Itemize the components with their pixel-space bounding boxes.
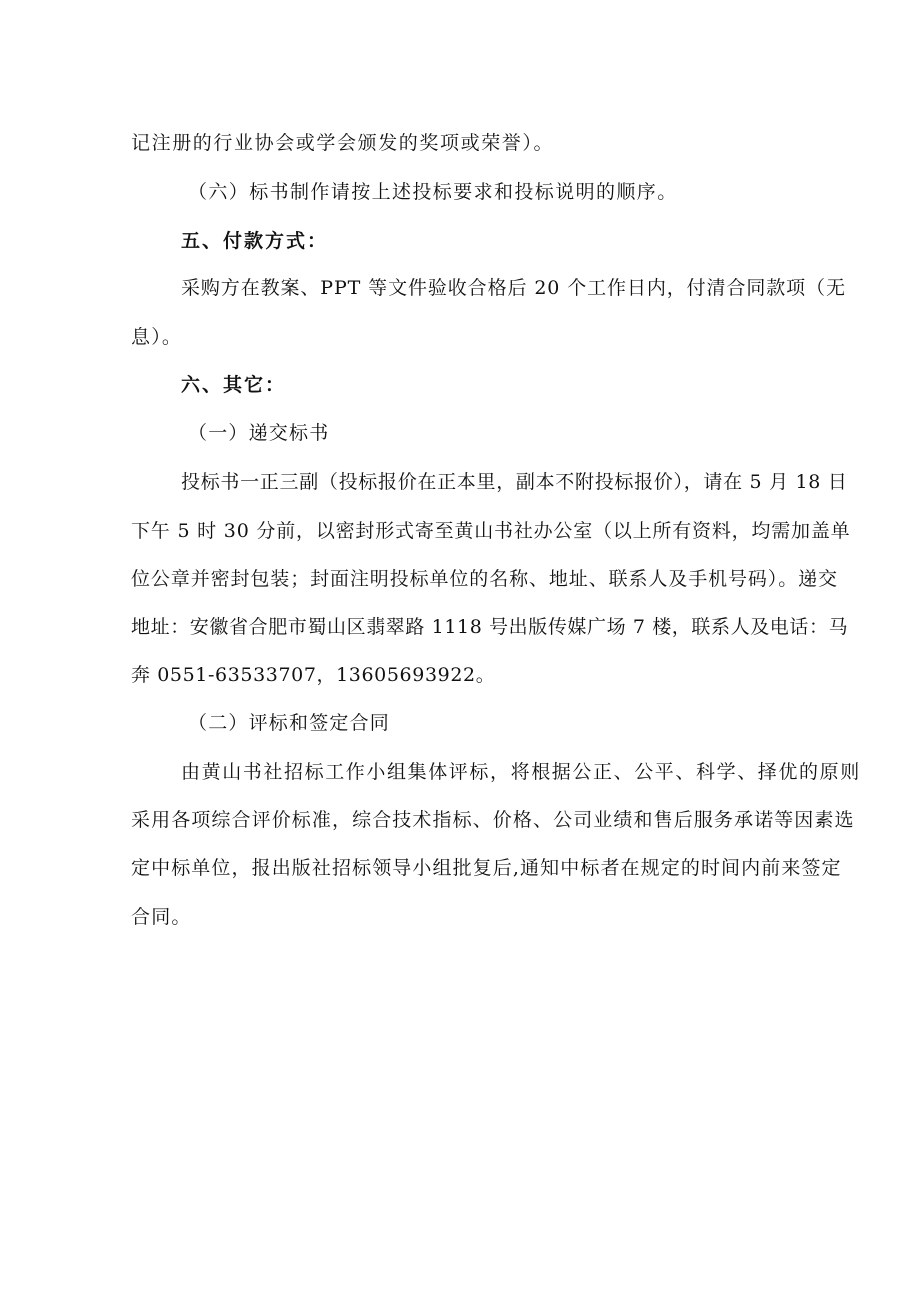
paragraph-line: 采用各项综合评价标准，综合技术指标、价格、公司业绩和售后服务承诺等因素选 [131,809,855,831]
paragraph-line: 采购方在教案、PPT 等文件验收合格后 20 个工作日内，付清合同款项（无 [181,277,846,299]
paragraph-line: 位公章并密封包装；封面注明投标单位的名称、地址、联系人及手机号码）。递交 [131,568,838,590]
paragraph-line: 地址：安徽省合肥市蜀山区翡翠路 1118 号出版传媒广场 7 楼，联系人及电话：马 [131,616,849,638]
paragraph-line: 息）。 [131,326,183,348]
subsection-title-evaluation: （二）评标和签定合同 [188,712,391,734]
subsection-title-submit-bid: （一）递交标书 [188,422,330,444]
paragraph-line: 下午 5 时 30 分前，以密封形式寄至黄山书社办公室（以上所有资料，均需加盖单 [131,520,851,542]
paragraph-line: 记注册的行业协会或学会颁发的奖项或荣誉）。 [131,132,555,154]
section-heading-payment: 五、付款方式： [181,230,329,252]
paragraph-line: 由黄山书社招标工作小组集体评标，将根据公正、公平、科学、择优的原则 [181,761,861,783]
paragraph-line: 合同。 [131,906,192,928]
paragraph-line: 投标书一正三副（投标报价在正本里，副本不附投标报价），请在 5 月 18 日 [181,471,848,493]
paragraph-line: 定中标单位，报出版社招标领导小组批复后,通知中标者在规定的时间内前来签定 [131,857,842,879]
section-heading-other: 六、其它： [181,374,287,396]
paragraph-line: 奔 0551-63533707，13605693922。 [131,664,496,686]
section-item-6: （六）标书制作请按上述投标要求和投标说明的顺序。 [188,181,678,203]
